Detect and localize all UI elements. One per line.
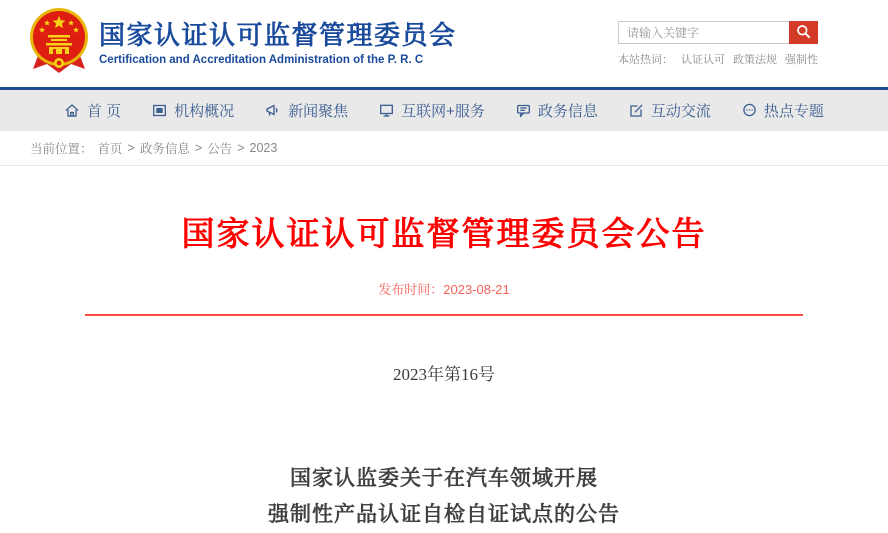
nav-item-interaction[interactable] [629, 100, 711, 121]
search-button[interactable] [789, 21, 818, 44]
chat-icon [742, 103, 757, 118]
breadcrumb [0, 131, 888, 166]
search-area [618, 21, 826, 67]
site-logo-link[interactable] [28, 7, 457, 80]
org-name-zh: 国家认证认可监督管理委员会 [99, 19, 457, 50]
hot-words [618, 51, 826, 67]
document-number: 2023年第16号 [393, 365, 495, 384]
nav-item-label: 新闻聚焦 [288, 103, 349, 120]
screen-icon [152, 103, 167, 118]
breadcrumb-item-home[interactable]: 首页 [97, 142, 123, 156]
nav-item-label: 机构概况 [174, 103, 235, 120]
org-name-en: Certification and Accreditation Administration of the P. R. C [99, 54, 424, 67]
publish-date-label: 发布时间： [378, 282, 444, 297]
publish-date-value: 2023-08-21 [443, 282, 510, 297]
breadcrumb-item-gov-info[interactable]: 政务信息 [139, 142, 190, 156]
breadcrumb-item-year[interactable]: 2023 [249, 141, 278, 155]
hot-words-label: 本站热词： [618, 54, 673, 66]
nav-item-label: 政务信息 [537, 103, 598, 120]
announcement-subtitle [0, 461, 888, 533]
hot-word-link[interactable]: 认证认可 [681, 54, 725, 66]
nav-item-organization[interactable] [152, 100, 234, 121]
org-title-block [99, 21, 457, 67]
monitor-icon [379, 103, 394, 118]
hot-word-link[interactable]: 政策法规 [733, 54, 777, 66]
nav-item-label: 互联网+服务 [401, 103, 485, 120]
breadcrumb-label: 当前位置： [30, 142, 93, 156]
breadcrumb-separator: > [237, 141, 245, 155]
hot-word-link[interactable]: 强制性 [785, 54, 818, 66]
breadcrumb-separator: > [194, 141, 203, 155]
main-nav [0, 90, 888, 131]
publish-date-line [0, 279, 888, 298]
nav-item-label: 热点专题 [763, 103, 824, 120]
announcement-subtitle-line2: 强制性产品认证自检自证试点的公告 [268, 503, 620, 526]
nav-item-hot-topics[interactable] [742, 100, 824, 121]
national-emblem-icon [28, 7, 90, 80]
breadcrumb-separator: > [127, 141, 135, 155]
nav-item-label: 互动交流 [650, 103, 711, 120]
nav-item-label: 首 页 [87, 103, 122, 120]
nav-item-internet-services[interactable] [379, 100, 485, 121]
announcement-subtitle-line1: 国家认监委关于在汽车领域开展 [290, 467, 598, 490]
megaphone-icon [265, 103, 281, 118]
site-header [0, 0, 888, 87]
speech-bubble-icon [516, 103, 531, 118]
nav-item-news[interactable] [265, 100, 348, 121]
search-input[interactable] [618, 21, 789, 44]
home-icon [64, 103, 80, 118]
nav-item-home[interactable] [64, 100, 121, 121]
article-title: 国家认证认可监督管理委员会公告 [181, 215, 707, 252]
nav-item-gov-info[interactable] [516, 100, 598, 121]
article-red-divider [85, 314, 803, 316]
breadcrumb-item-announcements[interactable]: 公告 [207, 142, 233, 156]
magnifier-icon [796, 24, 811, 42]
article-content [0, 208, 888, 533]
edit-icon [629, 103, 644, 118]
